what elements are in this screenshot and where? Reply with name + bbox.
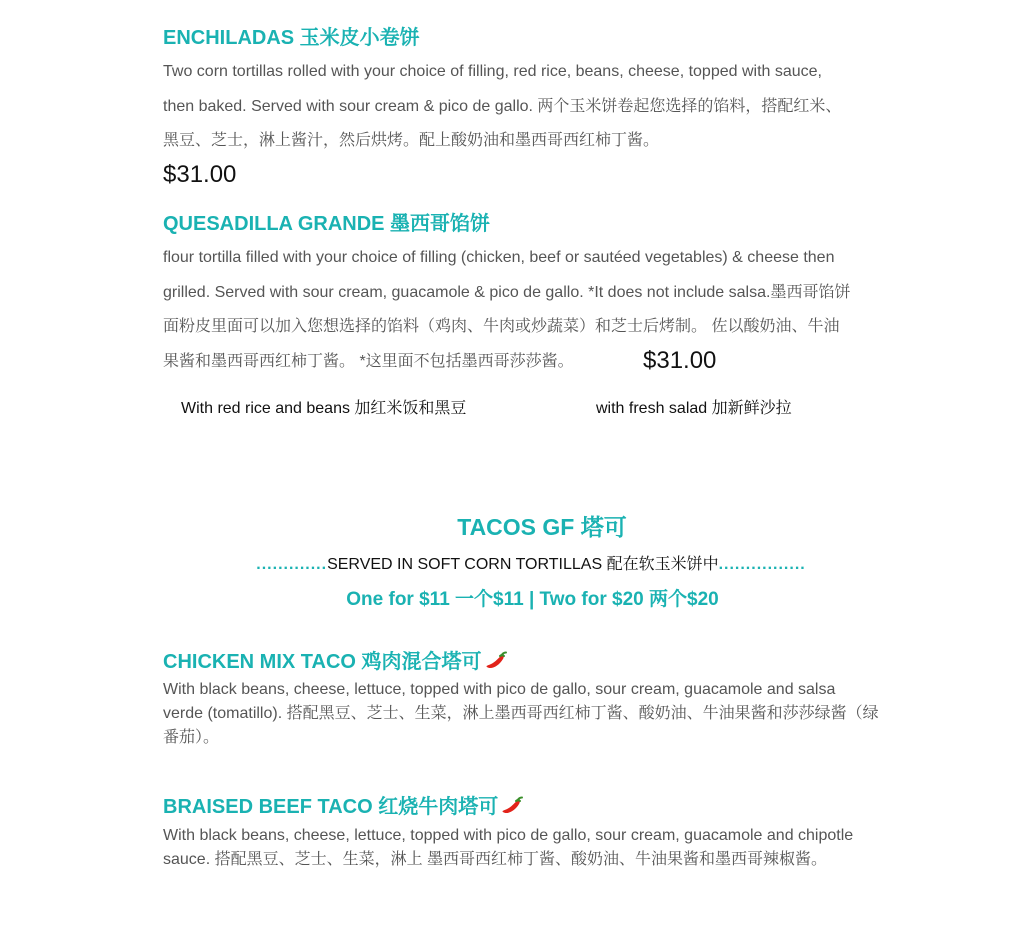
item-title-row-chicken-mix bbox=[163, 645, 509, 674]
description-line: With black beans, cheese, lettuce, topped with pico de gallo, sour cream, guacamole and chipotle bbox=[163, 827, 854, 844]
item-title-quesadilla: QUESADILLA GRANDE 墨西哥馅饼 bbox=[163, 213, 491, 235]
item-description-chicken-mix bbox=[163, 678, 879, 750]
chili-pepper-icon bbox=[483, 650, 509, 672]
item-description-enchiladas bbox=[163, 55, 841, 159]
item-description-braised-beef bbox=[163, 824, 853, 872]
description-line: flour tortilla filled with your choice of filling (chicken, beef or sautéed vegetables) & cheese then bbox=[163, 249, 835, 266]
served-text: SERVED IN SOFT CORN TORTILLAS 配在软玉米饼中 bbox=[327, 556, 719, 573]
description-line bbox=[163, 345, 850, 380]
dots-divider-right: ................ bbox=[718, 556, 806, 573]
description-line: With black beans, cheese, lettuce, topped with pico de gallo, sour cream, guacamole and salsa bbox=[163, 681, 836, 698]
item-title-braised-beef: BRAISED BEEF TACO 红烧牛肉塔可 bbox=[163, 796, 499, 818]
served-line bbox=[0, 551, 1024, 574]
dots-divider-left: ............. bbox=[256, 556, 328, 573]
item-price-quesadilla: $31.00 bbox=[643, 347, 717, 374]
tacos-pricing: One for $11 一个$11 | Two for $20 两个$20 bbox=[346, 589, 719, 610]
chili-pepper-icon bbox=[499, 795, 525, 817]
description-line: 黑豆、芝士，淋上酱汁，然后烘烤。配上酸奶油和墨西哥西红柿丁酱。 bbox=[163, 132, 660, 149]
item-description-quesadilla bbox=[163, 241, 850, 379]
description-line: grilled. Served with sour cream, guacamole & pico de gallo. *It does not include salsa.墨西哥馅饼 bbox=[163, 283, 851, 301]
option-fresh-salad: with fresh salad 加新鲜沙拉 bbox=[596, 400, 792, 417]
description-line: then baked. Served with sour cream & pico de gallo. 两个玉米饼卷起您选择的馅料，搭配红米、 bbox=[163, 97, 842, 115]
item-title-chicken-mix: CHICKEN MIX TACO 鸡肉混合塔可 bbox=[163, 651, 482, 673]
description-line-text: 果酱和墨西哥西红柿丁酱。 *这里面不包括墨西哥莎莎酱。 bbox=[163, 352, 574, 370]
section-title-tacos: TACOS GF 塔可 bbox=[457, 514, 627, 540]
description-line: verde (tomatillo). 搭配黑豆、芝士、生菜，淋上墨西哥西红柿丁酱、酸奶油、牛油果酱和莎莎绿酱（绿 bbox=[163, 705, 879, 722]
item-price-enchiladas: $31.00 bbox=[163, 161, 237, 188]
description-line: 面粉皮里面可以加入您想选择的馅料（鸡肉、牛肉或炒蔬菜）和芝士后烤制。 佐以酸奶油、牛油 bbox=[163, 318, 840, 335]
description-line: Two corn tortillas rolled with your choice of filling, red rice, beans, cheese, topped with sauce, bbox=[163, 63, 822, 80]
option-rice-beans: With red rice and beans 加红米饭和黑豆 bbox=[181, 400, 467, 417]
description-line: sauce. 搭配黑豆、芝士、生菜，淋上 墨西哥西红柿丁酱、酸奶油、牛油果酱和墨西哥辣椒酱。 bbox=[163, 851, 828, 868]
item-title-row-braised-beef bbox=[163, 790, 525, 819]
description-line: 番茄）。 bbox=[163, 729, 220, 746]
item-title-enchiladas: ENCHILADAS 玉米皮小卷饼 bbox=[163, 27, 420, 49]
